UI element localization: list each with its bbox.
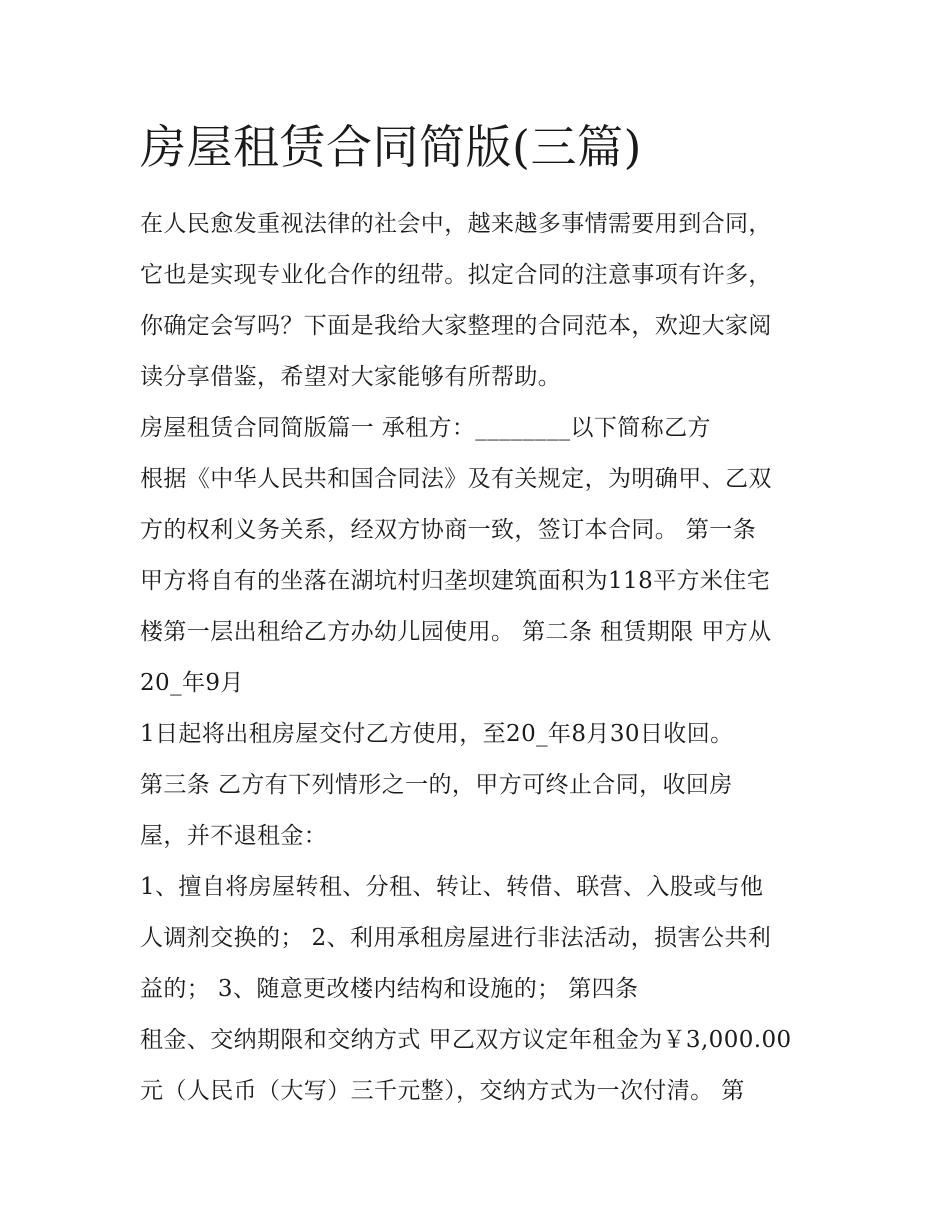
body-line: 元（人民币（大写）三千元整），交纳方式为一次付清。 第 — [140, 1078, 745, 1104]
body-line: 根据《中华人民共和国合同法》及有关规定，为明确甲、乙双 — [140, 466, 772, 492]
body-line: 租金、交纳期限和交纳方式 甲乙双方议定年租金为￥3,000.00 — [140, 1027, 792, 1053]
body-line: 益的； 3、随意更改楼内结构和设施的； 第四条 — [140, 976, 639, 1002]
document-body — [140, 199, 820, 1117]
body-line: 人调剂交换的； 2、利用承租房屋进行非法活动，损害公共利 — [140, 925, 772, 951]
body-line: 它也是实现专业化合作的纽带。拟定合同的注意事项有许多， — [140, 262, 772, 288]
body-line: 第三条 乙方有下列情形之一的，甲方可终止合同，收回房 — [140, 772, 733, 798]
body-line: 读分享借鉴，希望对大家能够有所帮助。 — [140, 364, 562, 390]
body-line: 20_年9月 — [140, 670, 244, 696]
document-title: 房屋租赁合同简版(三篇) — [140, 120, 642, 174]
body-line: 方的权利义务关系，经双方协商一致，签订本合同。 第一条 — [140, 517, 757, 543]
body-line: 楼第一层出租给乙方办幼儿园使用。 第二条 租赁期限 甲方从 — [140, 619, 772, 645]
body-line: 你确定会写吗？下面是我给大家整理的合同范本，欢迎大家阅 — [140, 313, 772, 339]
body-line: 在人民愈发重视法律的社会中，越来越多事情需要用到合同， — [140, 211, 772, 237]
body-line: 1、擅自将房屋转租、分租、转让、转借、联营、入股或与他 — [140, 874, 764, 900]
body-line: 甲方将自有的坐落在湖坑村归垄坝建筑面积为118平方米住宅 — [140, 568, 771, 594]
body-line: 屋，并不退租金： — [140, 823, 328, 849]
body-line: 房屋租赁合同简版篇一 承租方：________以下简称乙方 — [140, 415, 711, 441]
body-line: 1日起将出租房屋交付乙方使用，至20_年8月30日收回。 — [140, 721, 734, 747]
